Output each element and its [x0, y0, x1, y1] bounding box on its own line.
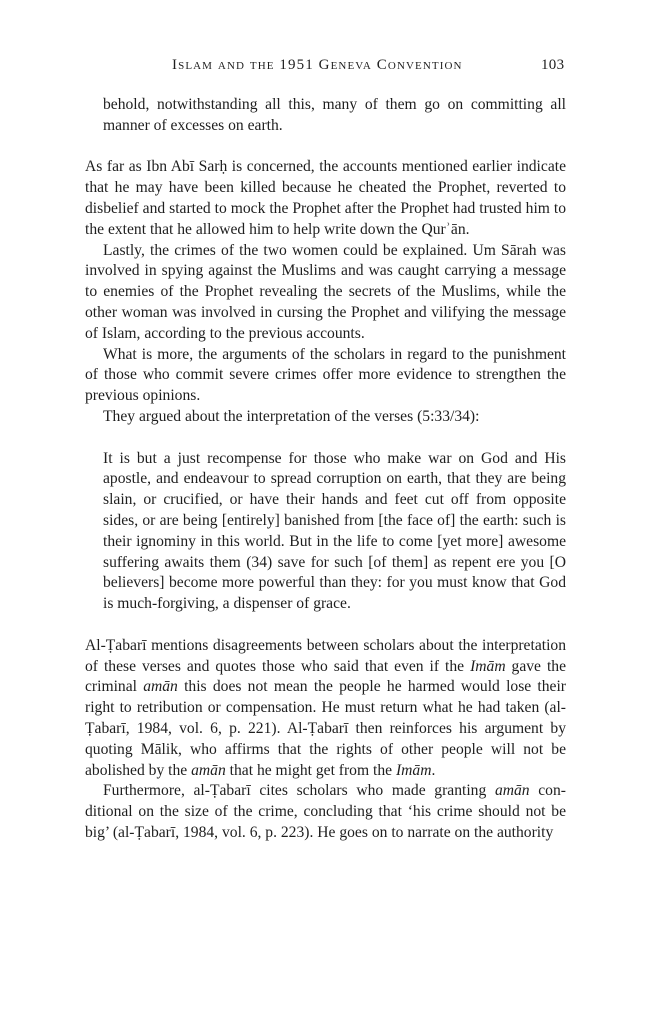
italic-term: amān: [494, 782, 530, 800]
text-run: conditional on the size of the crime, concluding that ‘his crime should not be big’ (al-Ṭabarī, 1984, vol. 6, p. 223). He goes on to narrate on the authority: [85, 782, 566, 841]
running-head: [0, 57, 650, 77]
text-run: Al-Ṭabarī mentions disagreements between scholars about the interpretation of these verses and quotes those who said that even if the: [85, 636, 566, 675]
block-quote-verses: It is but a just recompense for those who make war on God and His apostle, and endeavour to spread corruption on earth, that they are being slain, or crucified, or have their hands and feet cut off from opposite sides, or are being [entirely] banished from [the face of] the earth: such is their ignominy in this world. But in the life to come [yet more] awesome suffering awaits them (34) save for such [of them] as repent ere you [O believers] become more powerful than they: for you must know that God is much-forgiving, a dispenser of grace.: [103, 449, 566, 613]
italic-term: Imām: [470, 657, 506, 675]
section-gap: [85, 137, 566, 158]
paragraph-verses-intro: They argued about the interpretation of the verses (5:33/34):: [103, 407, 480, 425]
italic-term: amān: [143, 678, 178, 696]
paragraph-ibn-abi-sarh: As far as Ibn Abī Sarḥ is concerned, the accounts mentioned earlier indicate that he may have been killed because he cheated the Prophet, reverted to disbelief and started to mock the Prophet after the Prophet had trusted him to the extent that he allowed him to help write down the Qurʾān.: [85, 158, 566, 238]
section-gap: [85, 615, 566, 636]
text-run: this does not mean the people he harmed would lose their right to retribution or compensation. He must return what he had taken (al-Ṭabarī, 1984, vol. 6, p. 221). Al-Ṭabarī then reinforces his argument by quoting Mālik, who affirms that the rights of other people will not be abolished by the: [85, 678, 567, 779]
paragraph-al-tabari: [85, 636, 566, 782]
section-gap: [85, 428, 566, 449]
block-quote-continuation: behold, notwithstanding all this, many of them go on committing all manner of excesses on earth.: [103, 96, 566, 134]
text-run: Furthermore, al-Ṭabarī cites scholars who made granting: [103, 782, 495, 800]
paragraph-scholars-arguments: What is more, the arguments of the scholars in regard to the punishment of those who commit severe crimes offer more evidence to strengthen the previous opinions.: [85, 345, 566, 405]
paragraph-crime-size: [85, 781, 566, 843]
italic-term: amān: [191, 761, 226, 779]
text-run: gave the criminal: [85, 657, 566, 696]
paragraph-two-women: Lastly, the crimes of the two women could be explained. Um Sārah was involved in spying against the Muslims and was caught carrying a message to enemies of the Prophet revealing the secrets of the Muslims, while the other woman was involved in cursing the Prophet and vilifying the message of Islam, according to the previous accounts.: [85, 241, 566, 342]
text-run: .: [431, 761, 436, 779]
text-run: that he might get from the: [225, 761, 396, 779]
page-number: 103: [541, 57, 565, 73]
running-head-title: Islam and the 1951 Geneva Convention: [172, 57, 463, 73]
italic-term: Imām: [395, 761, 432, 779]
page-body: [85, 95, 566, 844]
